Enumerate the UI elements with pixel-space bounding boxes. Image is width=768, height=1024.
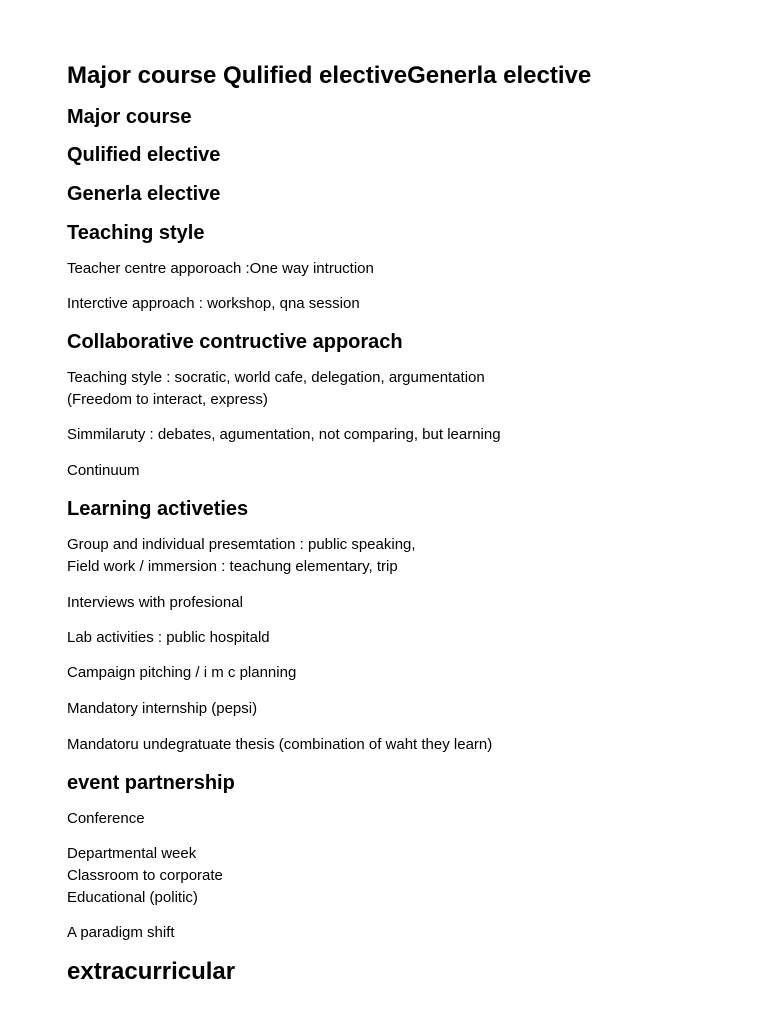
paragraph-line: Classroom to corporate [67,867,223,884]
heading-generla-elective: Generla elective [67,183,221,205]
paragraph-conference: Conference [67,810,145,827]
paragraph-lab-activities: Lab activities : public hospitald [67,629,270,646]
document-title: Major course Qulified electiveGenerla elective [67,62,592,89]
paragraph-continuum: Continuum [67,462,140,479]
heading-collaborative: Collaborative contructive apporach [67,331,403,353]
paragraph-teacher-centre: Teacher centre apporoach :One way intruction [67,260,374,277]
heading-major-course: Major course [67,106,192,128]
paragraph-line: Departmental week [67,845,197,862]
paragraph-line: (Freedom to interact, express) [67,391,268,408]
paragraph-line: Field work / immersion : teachung elementary, trip [67,558,398,575]
heading-qulified-elective: Qulified elective [67,144,221,166]
paragraph-similarity: Simmilaruty : debates, agumentation, not comparing, but learning [67,426,501,443]
paragraph-teaching-style-detail [67,367,485,411]
heading-teaching-style: Teaching style [67,222,205,244]
paragraph-group-presentation [67,534,416,578]
paragraph-thesis: Mandatoru undegratuate thesis (combination of waht they learn) [67,736,493,753]
heading-learning-activities: Learning activeties [67,498,249,520]
paragraph-campaign-pitching: Campaign pitching / i m c planning [67,664,297,681]
paragraph-interviews: Interviews with profesional [67,594,243,611]
heading-extracurricular: extracurricular [67,958,236,985]
paragraph-departmental-week [67,843,223,909]
paragraph-internship: Mandatory internship (pepsi) [67,700,258,717]
paragraph-line: Group and individual presemtation : public speaking, [67,536,416,553]
paragraph-line: Teaching style : socratic, world cafe, delegation, argumentation [67,369,485,386]
paragraph-interactive-approach: Interctive approach : workshop, qna session [67,295,360,312]
paragraph-paradigm-shift: A paradigm shift [67,924,175,941]
heading-event-partnership: event partnership [67,772,235,794]
paragraph-line: Educational (politic) [67,889,198,906]
